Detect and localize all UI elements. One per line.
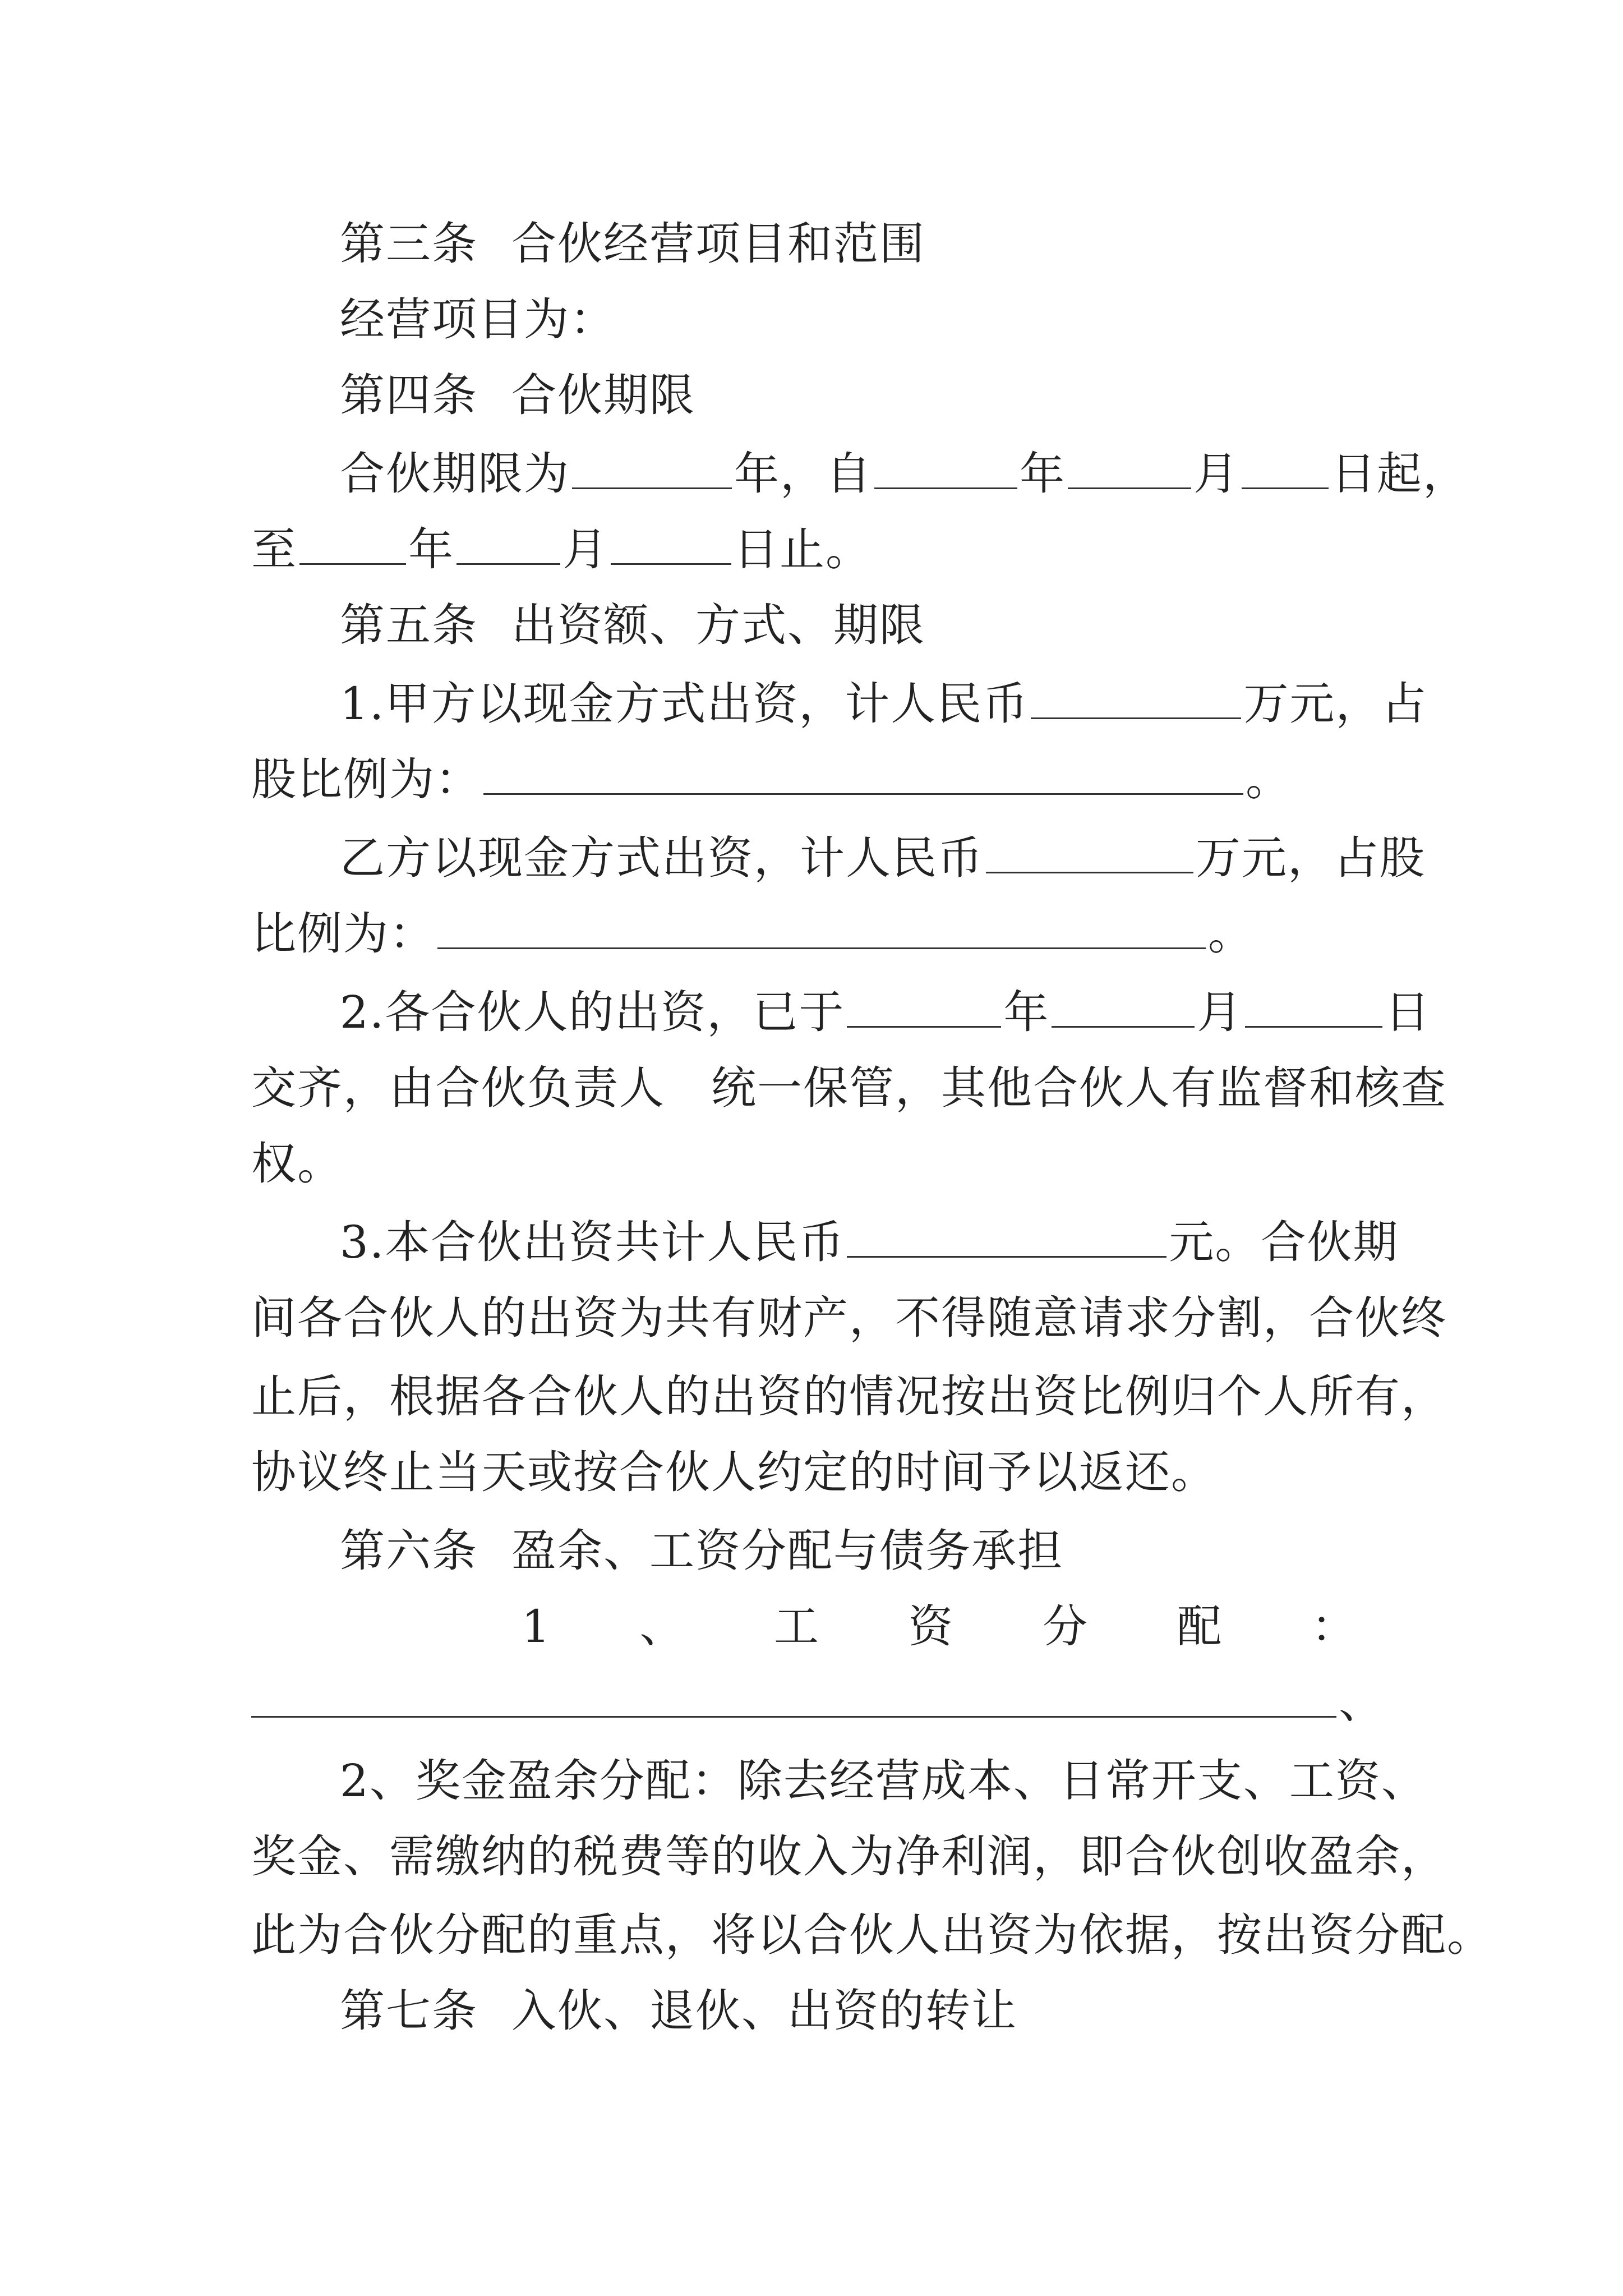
blank-contribution-year	[847, 990, 1001, 1028]
contribution-date-line-1	[340, 984, 1431, 1041]
text: 1.甲方以现金方式出资，计人民币	[340, 678, 1029, 730]
business-scope-text: 经营项目为：	[340, 293, 616, 346]
article-title: 合伙期限	[511, 369, 695, 421]
article-title: 合伙经营项目和范围	[511, 218, 925, 270]
article-3-heading	[340, 216, 925, 272]
blank-contribution-day	[1245, 990, 1382, 1028]
text: 万元，占	[1243, 678, 1428, 730]
article-title: 入伙、退伙、出资的转让	[511, 1985, 1017, 2037]
party-a-line-2	[251, 752, 1292, 808]
blank-party-a-amount	[1031, 682, 1241, 719]
article-title: 出资额、方式、期限	[511, 599, 925, 651]
text: ：	[1311, 1600, 1357, 1653]
total-contribution-line-2	[251, 1290, 1447, 1346]
blank-start-year	[874, 452, 1017, 489]
total-contribution-line-3	[251, 1369, 1447, 1425]
blank-party-a-ratio	[483, 757, 1243, 795]
text: 止后，根据各合伙人的出资的情况按出资比例归个人所有，	[251, 1370, 1447, 1423]
text: 年	[1020, 448, 1066, 500]
text: 日	[1385, 986, 1431, 1038]
party-b-line-1	[340, 830, 1426, 886]
contribution-date-line-2	[251, 1060, 1447, 1116]
text: 2.各合伙人的出资，已于	[340, 986, 845, 1038]
text: 1	[522, 1600, 551, 1653]
contribution-date-line-3	[251, 1136, 343, 1192]
text: 年	[1003, 986, 1050, 1038]
text: 月	[1197, 986, 1243, 1038]
text: 配	[1177, 1600, 1223, 1653]
text: 月	[1193, 448, 1239, 500]
term-line-2	[251, 522, 872, 578]
text: 奖金、需缴纳的税费等的收入为净利润，即合伙创收盈余，	[251, 1830, 1447, 1883]
text: 乙方以现金方式出资，计人民币	[340, 832, 984, 884]
text: 合伙期限为	[340, 448, 570, 500]
text: 、	[639, 1600, 686, 1653]
blank-end-day	[611, 527, 731, 565]
business-scope-line	[340, 292, 616, 348]
text: 日止。	[734, 523, 872, 576]
bonus-line-3	[251, 1907, 1493, 1963]
blank-end-month	[457, 527, 560, 565]
wage-distribution-blank-line	[251, 1674, 1385, 1731]
blank-end-year	[299, 527, 406, 565]
text: 年	[408, 523, 454, 576]
blank-start-day	[1242, 452, 1329, 489]
text: 工	[773, 1600, 820, 1653]
text: 间各合伙人的出资为共有财产，不得随意请求分割，合伙终	[251, 1292, 1447, 1344]
blank-total-amount	[847, 1220, 1166, 1258]
wage-distribution-heading	[522, 1599, 1357, 1655]
text: 。	[1246, 753, 1292, 806]
text: 股比例为：	[251, 753, 481, 806]
article-7-heading	[340, 1983, 1017, 2039]
text: 分	[1042, 1600, 1089, 1653]
blank-contribution-month	[1052, 990, 1195, 1028]
blank-party-b-amount	[986, 836, 1193, 873]
text: 。	[1208, 908, 1254, 960]
total-contribution-line-1	[340, 1214, 1399, 1271]
term-line-1	[340, 446, 1469, 502]
party-b-line-2	[251, 906, 1254, 962]
text: 协议终止当天或按合伙人约定的时间予以返还。	[251, 1446, 1217, 1498]
blank-term-years	[572, 452, 732, 489]
text: 比例为：	[251, 908, 435, 960]
article-6-heading	[340, 1523, 1063, 1579]
text: 3.本合伙出资共计人民币	[340, 1216, 845, 1268]
total-contribution-line-4	[251, 1444, 1217, 1501]
article-number: 第四条	[340, 369, 478, 421]
text: 至	[251, 523, 297, 576]
text: 日起，	[1331, 448, 1469, 500]
article-number: 第七条	[340, 1985, 478, 2037]
bonus-line-1	[340, 1753, 1427, 1809]
article-number: 第三条	[340, 218, 478, 270]
article-title: 盈余、工资分配与债务承担	[511, 1525, 1063, 1577]
article-4-heading	[340, 367, 695, 424]
text: 交齐，由合伙负责人 统一保管，其他合伙人有监督和核查	[251, 1062, 1447, 1114]
text: 资	[908, 1600, 955, 1653]
text: 年，自	[734, 448, 872, 500]
text: 权。	[251, 1138, 343, 1190]
blank-party-b-ratio	[437, 912, 1206, 949]
text: 万元，占股	[1196, 832, 1426, 884]
text: 2、奖金盈余分配：除去经营成本、日常开支、工资、	[340, 1755, 1427, 1807]
blank-wage-distribution	[251, 1680, 1336, 1718]
article-number: 第六条	[340, 1525, 478, 1577]
blank-start-month	[1068, 452, 1191, 489]
party-a-line-1	[340, 676, 1427, 732]
text: 月	[562, 523, 608, 576]
text: 此为合伙分配的重点，将以合伙人出资为依据，按出资分配。	[251, 1909, 1493, 1961]
text: 、	[1339, 1676, 1385, 1728]
bonus-line-2	[251, 1829, 1447, 1885]
text: 元。合伙期	[1169, 1216, 1399, 1268]
article-number: 第五条	[340, 599, 478, 651]
article-5-heading	[340, 597, 925, 654]
